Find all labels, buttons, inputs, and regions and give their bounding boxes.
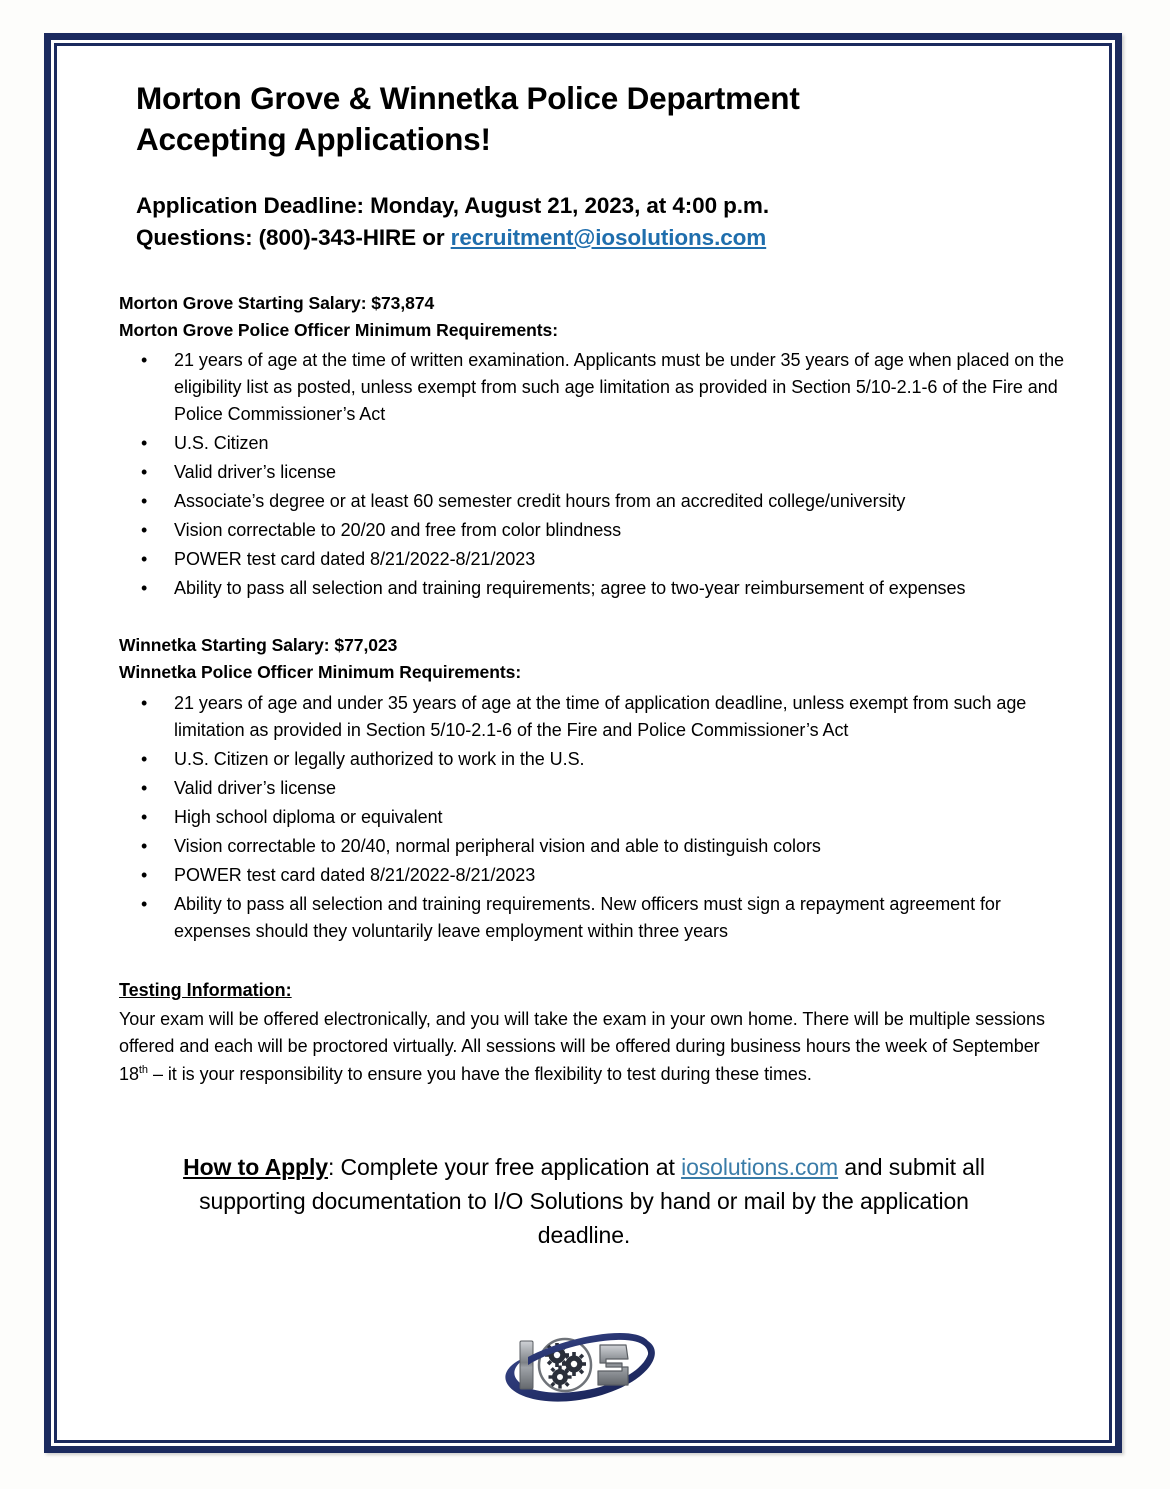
bullet-icon: • <box>141 864 148 885</box>
winnetka-section <box>119 632 1075 945</box>
list-item-text: 21 years of age at the time of written examination. Applicants must be under 35 years of age when placed on the eligibility list as posted, unless exempt from such age limitation as provided in Section 5/10-2.1-6 of the Fire and Police Commissioner’s Act <box>174 350 1064 425</box>
list-item <box>119 546 1075 573</box>
winnetka-requirements-heading: Winnetka Police Officer Minimum Requirements: <box>119 662 522 683</box>
bullet-icon: • <box>141 692 148 713</box>
list-item <box>119 804 1075 831</box>
list-item-text: High school diploma or equivalent <box>174 806 443 827</box>
ios-logo <box>91 1319 1075 1411</box>
list-item <box>119 575 1075 602</box>
list-item-text: Associate’s degree or at least 60 semester credit hours from an accredited college/university <box>174 491 906 512</box>
questions-line <box>136 222 1075 254</box>
document-frame-outer <box>44 33 1122 1453</box>
winnetka-salary: Winnetka Starting Salary: $77,023 <box>119 635 398 656</box>
logo-letter-i <box>520 1341 533 1389</box>
list-item-text: Ability to pass all selection and training requirements. New officers must sign a repayment agreement for expenses should they voluntarily leave employment within three years <box>174 893 1001 941</box>
winnetka-requirements-list <box>119 690 1075 945</box>
iosolutions-website-link[interactable]: iosolutions.com <box>681 1153 839 1180</box>
list-item <box>119 430 1075 457</box>
list-item-text: POWER test card dated 8/21/2022-8/21/2023 <box>174 549 536 570</box>
document-frame-inner <box>54 43 1112 1443</box>
list-item <box>119 862 1075 889</box>
list-item <box>119 517 1075 544</box>
title-line-1: Morton Grove & Winnetka Police Department <box>136 80 800 116</box>
how-to-apply-label: How to Apply <box>183 1153 328 1180</box>
list-item-text: Valid driver’s license <box>174 777 336 798</box>
bullet-icon: • <box>141 893 148 914</box>
bullet-icon: • <box>141 806 148 827</box>
testing-information-section <box>119 977 1059 1088</box>
testing-information-heading: Testing Information: <box>119 979 292 1000</box>
bullet-icon: • <box>141 748 148 769</box>
morton-grove-requirements-heading: Morton Grove Police Officer Minimum Requirements: <box>119 319 559 340</box>
list-item <box>119 459 1075 486</box>
logo-letter-s <box>598 1345 628 1385</box>
questions-label: Questions: (800)-343-HIRE or <box>136 224 451 250</box>
list-item-text: U.S. Citizen <box>174 433 269 454</box>
list-item-text: Vision correctable to 20/40, normal peripheral vision and able to distinguish colors <box>174 835 821 856</box>
testing-ordinal-suffix: th <box>138 1063 148 1076</box>
testing-body-part-1: Your exam will be offered electronically, and you will take the exam in your own home. There will be multiple sessions offered and each will be proctored virtually. All sessions will be offered during business hours the week of September 18 <box>119 1008 1045 1084</box>
list-item <box>119 775 1075 802</box>
how-to-apply-text-1: : Complete your free application at <box>327 1153 682 1180</box>
bullet-icon: • <box>141 520 148 541</box>
application-deadline-line: Application Deadline: Monday, August 21, 2023, at 4:00 p.m. <box>136 192 769 218</box>
title-line-2: Accepting Applications! <box>136 120 491 157</box>
list-item <box>119 488 1075 515</box>
list-item <box>119 891 1075 945</box>
list-item-text: Ability to pass all selection and training requirements; agree to two-year reimbursement of expenses <box>174 578 966 599</box>
how-to-apply-text-2: and submit all supporting documentation to I/O Solutions by hand or mail by the application deadline. <box>199 1153 985 1249</box>
bullet-icon: • <box>141 491 148 512</box>
list-item-text: 21 years of age and under 35 years of age at the time of application deadline, unless exempt from such age limitation as provided in Section 5/10-2.1-6 of the Fire and Police Commissioner’s Act <box>174 692 1027 740</box>
morton-grove-section <box>119 290 1075 603</box>
bullet-icon: • <box>141 462 148 483</box>
bullet-icon: • <box>141 777 148 798</box>
list-item-text: Vision correctable to 20/20 and free from color blindness <box>174 520 622 541</box>
bullet-icon: • <box>141 549 148 570</box>
morton-grove-requirements-list <box>119 347 1075 602</box>
document-content <box>57 46 1109 1440</box>
morton-grove-salary: Morton Grove Starting Salary: $73,874 <box>119 292 435 313</box>
testing-information-body <box>119 1006 1059 1088</box>
list-item <box>119 347 1075 428</box>
recruitment-email-link[interactable]: recruitment@iosolutions.com <box>450 224 767 250</box>
page-title <box>136 64 1075 160</box>
list-item-text: U.S. Citizen or legally authorized to work in the U.S. <box>174 748 585 769</box>
list-item <box>119 833 1075 860</box>
list-item <box>119 746 1075 773</box>
list-item <box>119 690 1075 744</box>
bullet-icon: • <box>141 350 148 371</box>
ios-logo-icon <box>498 1319 668 1411</box>
bullet-icon: • <box>141 578 148 599</box>
testing-body-part-2: – it is your responsibility to ensure you have the flexibility to test during these times. <box>148 1063 812 1084</box>
how-to-apply-section <box>91 1150 1075 1253</box>
deadline-block <box>136 190 1075 254</box>
bullet-icon: • <box>141 835 148 856</box>
list-item-text: POWER test card dated 8/21/2022-8/21/2023 <box>174 864 536 885</box>
bullet-icon: • <box>141 433 148 454</box>
list-item-text: Valid driver’s license <box>174 462 336 483</box>
